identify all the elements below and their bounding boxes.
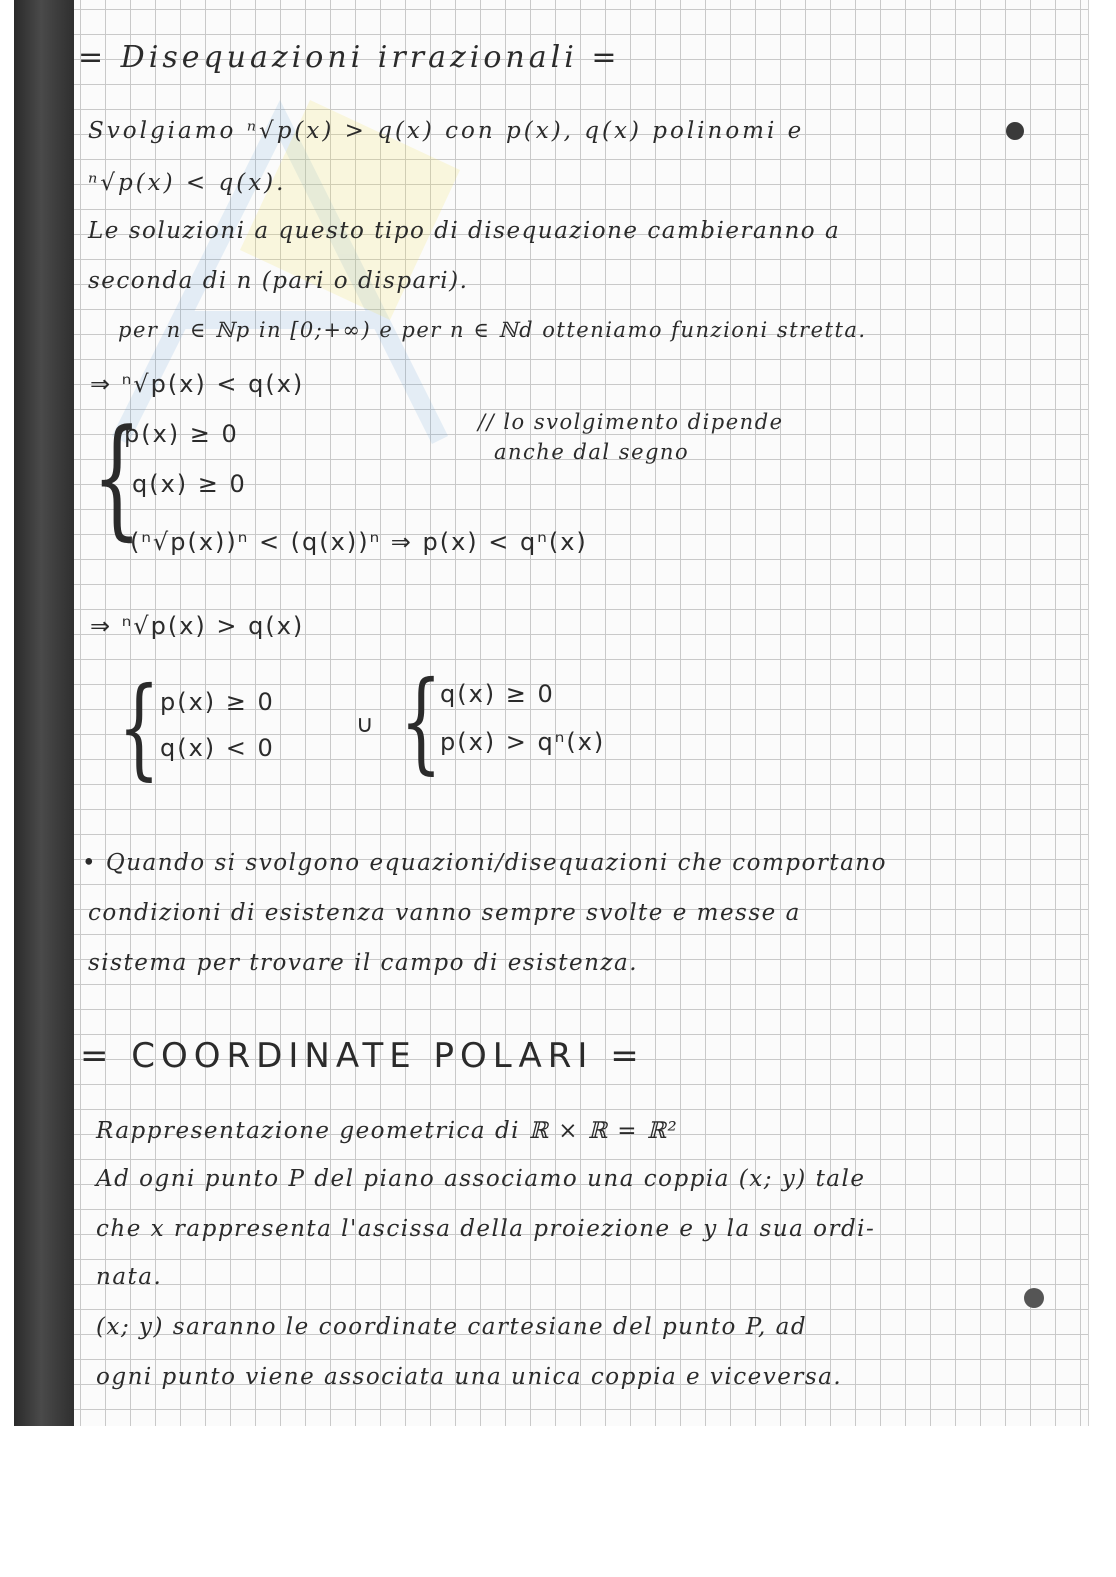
case-b-right-condition-1: q(x) ≥ 0 (440, 680, 555, 708)
polar-line-6: ogni punto viene associata una unica coppia e viceversa. (96, 1364, 843, 1390)
system-brace-b-right: { (400, 657, 442, 785)
cases-line: per n ∈ ℕp in [0;+∞) e per n ∈ ℕd otteniamo funzioni stretta. (118, 318, 867, 342)
case-a-condition-1: p(x) ≥ 0 (124, 420, 239, 448)
solutions-line-1: Le soluzioni a questo tipo di disequazione cambieranno a (88, 218, 841, 244)
ink-blot-mark (1006, 122, 1024, 140)
intro-line-1: Svolgiamo ⁿ√p(x) > q(x) con p(x), q(x) polinomi e (88, 118, 805, 144)
polar-line-1: Rappresentazione geometrica di ℝ × ℝ = ℝ² (96, 1118, 679, 1144)
case-b-title: ⇒ ⁿ√p(x) > q(x) (90, 612, 305, 640)
ink-blot-mark-2 (1024, 1288, 1044, 1308)
union-symbol: ∪ (356, 710, 376, 738)
side-note-line-2: anche dal segno (494, 440, 690, 464)
polar-line-4: nata. (96, 1264, 163, 1290)
intro-line-2: ⁿ√p(x) < q(x). (88, 170, 287, 196)
system-brace-a: { (92, 401, 142, 553)
notebook-binding-edge (14, 0, 74, 1426)
section-title-irrational: = Disequazioni irrazionali = (78, 40, 621, 75)
polar-line-3: che x rappresenta l'ascissa della proiezione e y la sua ordi- (96, 1216, 876, 1242)
side-note-line-1: // lo svolgimento dipende (478, 410, 784, 434)
case-a-title: ⇒ ⁿ√p(x) < q(x) (90, 370, 305, 398)
case-a-condition-2: q(x) ≥ 0 (132, 470, 247, 498)
polar-line-5: (x; y) saranno le coordinate cartesiane del punto P, ad (96, 1314, 808, 1340)
polar-line-2: Ad ogni punto P del piano associamo una coppia (x; y) tale (96, 1166, 866, 1192)
section-title-polar: = COORDINATE POLARI = (80, 1036, 645, 1076)
case-b-right-condition-2: p(x) > qⁿ(x) (440, 728, 606, 756)
solutions-line-2: seconda di n (pari o dispari). (88, 268, 469, 294)
case-b-left-condition-1: p(x) ≥ 0 (160, 688, 275, 716)
case-a-condition-3: (ⁿ√p(x))ⁿ < (q(x))ⁿ ⇒ p(x) < qⁿ(x) (130, 528, 588, 556)
rule-line-2: condizioni di esistenza vanno sempre svolte e messe a (88, 900, 801, 926)
rule-line-1: • Quando si svolgono equazioni/disequazioni che comportano (82, 850, 887, 876)
case-b-left-condition-2: q(x) < 0 (160, 734, 275, 762)
system-brace-b-left: { (118, 663, 160, 791)
rule-line-3: sistema per trovare il campo di esistenza. (88, 950, 639, 976)
